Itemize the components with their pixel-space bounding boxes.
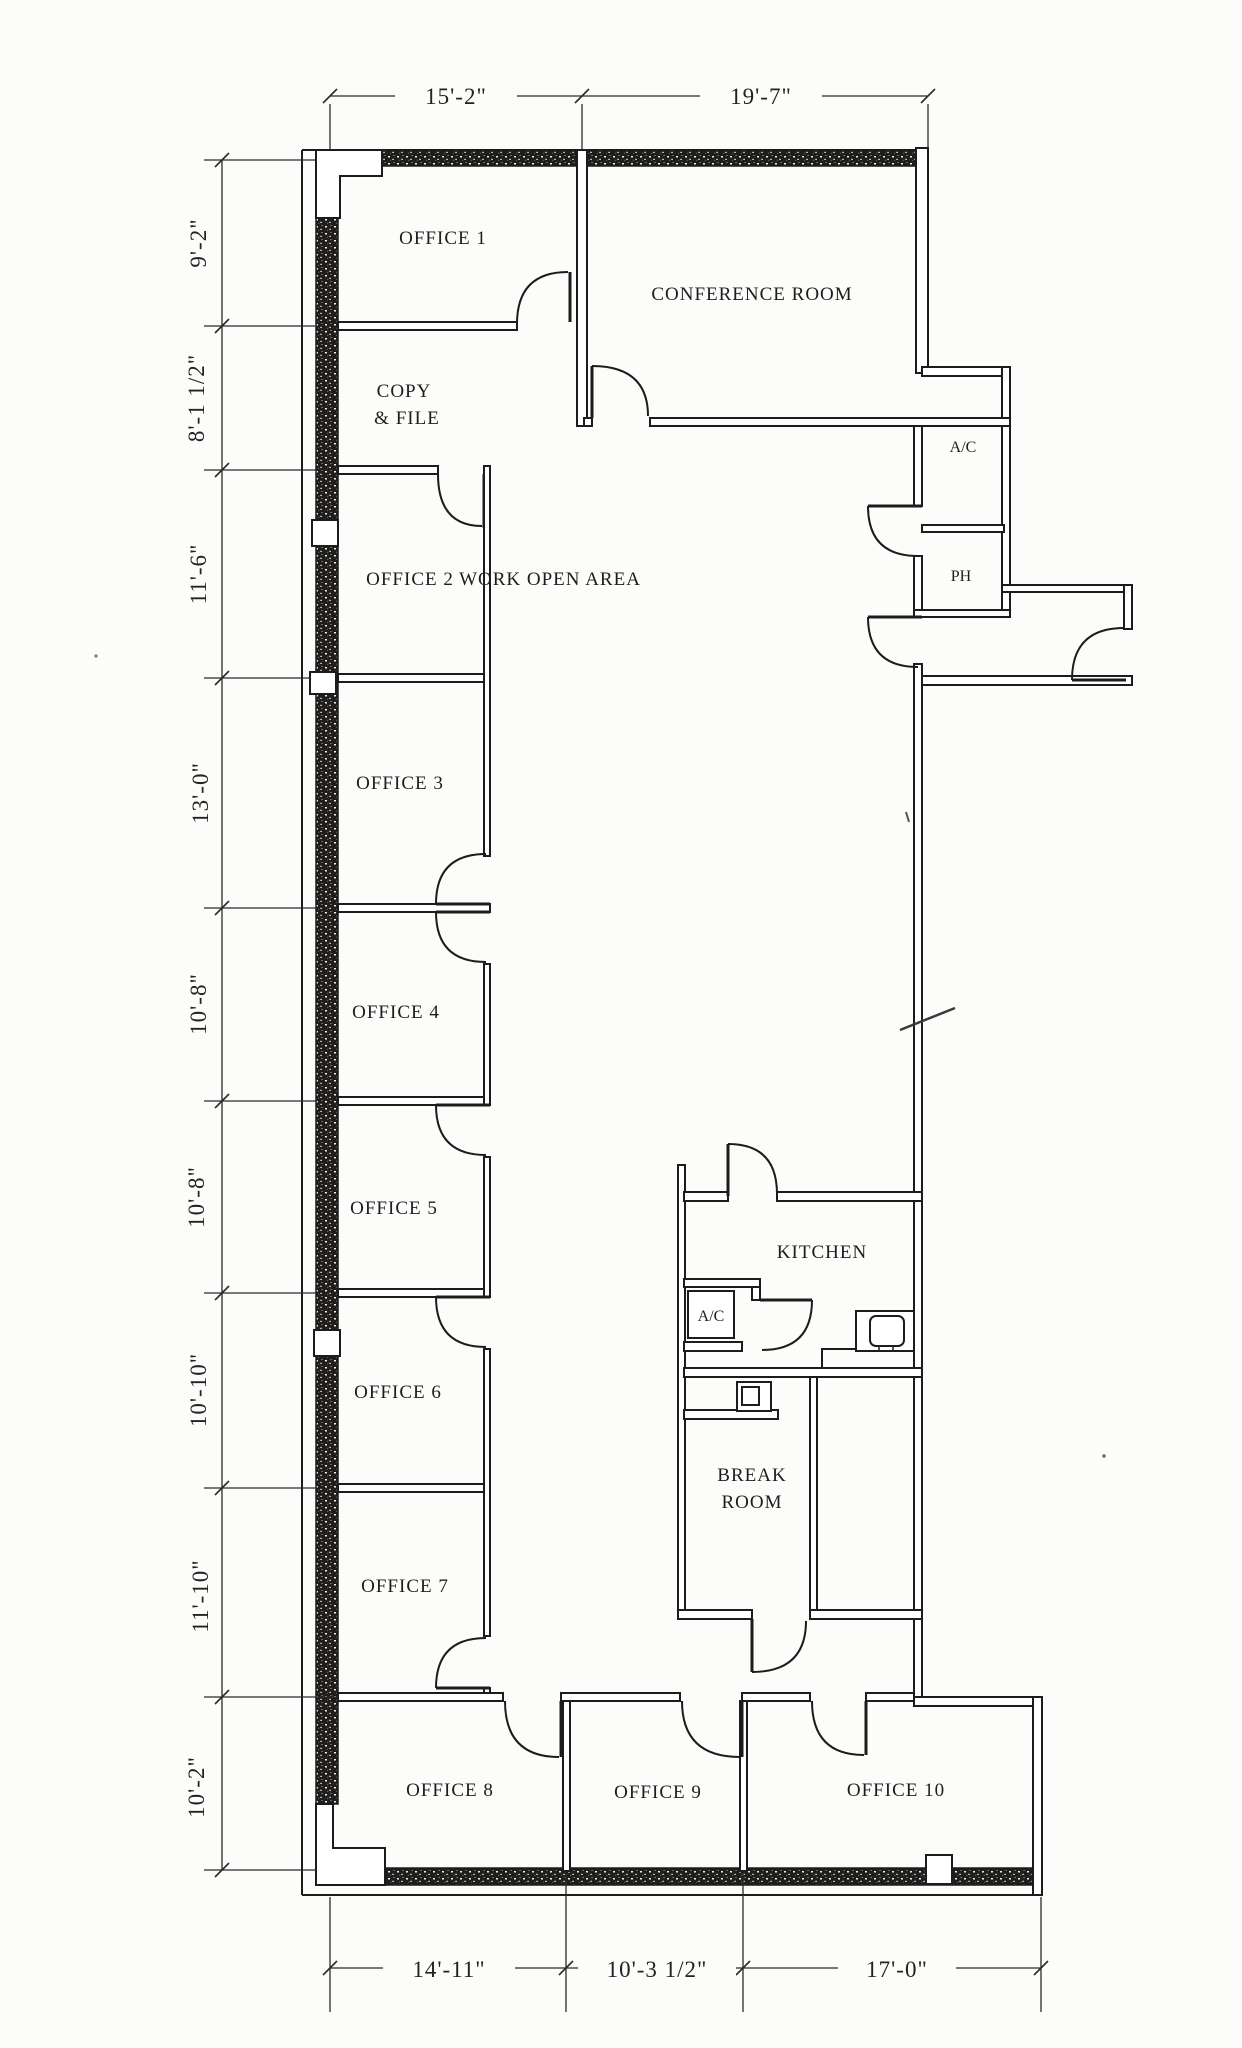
room-label-office10: OFFICE 10 (846, 1780, 946, 1801)
wall-vestibule-top (1002, 585, 1130, 592)
sink-icon (870, 1316, 904, 1346)
dim-label-bottom-2: 10'-3 1/2" (606, 1957, 708, 1982)
wall-bottom-row-top-d (866, 1693, 914, 1701)
wall-work-area-right (914, 664, 922, 1697)
wall-kitchen-ac-bottom (684, 1342, 742, 1351)
wall-office2-3-divider (338, 674, 490, 682)
wall-kitchen-ac-stub (752, 1287, 760, 1300)
room-label-office8: OFFICE 8 (406, 1780, 494, 1801)
room-label-office1: OFFICE 1 (399, 228, 487, 249)
room-label-office6: OFFICE 6 (354, 1382, 442, 1403)
door-arc-office6 (436, 1297, 486, 1347)
stray-mark (1102, 1454, 1106, 1458)
wall-kitchen-top-b (777, 1192, 922, 1201)
door-arc-conference (592, 366, 648, 416)
wall-offices-right-d (484, 1349, 490, 1636)
wall-office6-7-divider (338, 1484, 490, 1492)
wall-office10-top-right (914, 1697, 1042, 1706)
wall-break-bottom (678, 1610, 752, 1619)
wall-conference-bottom (650, 418, 1010, 426)
wall-office1-conference-divider (577, 150, 587, 426)
door-arc-office8 (505, 1701, 559, 1757)
closet-label-kitchen-ac: A/C (697, 1308, 725, 1325)
closet-label-ph: PH (950, 568, 972, 585)
wall-closet-left-lower (914, 556, 922, 616)
door-arc-closet (868, 506, 918, 556)
door-arc-office10 (812, 1701, 864, 1755)
wall-ph-bottom (914, 610, 1010, 617)
corner-column-bottom-left (316, 1804, 385, 1885)
dim-label-top-2: 19'-7" (730, 84, 792, 109)
wall-vestibule-right (1124, 585, 1132, 629)
room-label-office7: OFFICE 7 (361, 1576, 449, 1597)
stray-mark (906, 812, 909, 822)
room-label-copy-1: COPY (376, 381, 432, 402)
wall-bottom-row-top-a (338, 1693, 503, 1701)
door-arc-entry (1072, 628, 1124, 680)
door-arc-vestibule (868, 617, 918, 667)
door-arc-break (752, 1621, 806, 1672)
room-label-break-2: ROOM (721, 1492, 783, 1513)
wall-stub-conference (584, 418, 592, 426)
wall-copy-bottom (338, 466, 438, 474)
stray-mark (94, 654, 97, 657)
dim-label-left-4: 13'-0" (188, 762, 213, 824)
wall-kitchen-ac-top (684, 1279, 760, 1287)
door-arc-office9 (682, 1701, 740, 1757)
room-label-copy-2: & FILE (374, 408, 440, 429)
wall-office10-right (1033, 1697, 1042, 1895)
room-label-kitchen: KITCHEN (776, 1242, 868, 1263)
wall-bottom-row-top-b (561, 1693, 680, 1701)
wall-closet-left-upper (914, 426, 922, 506)
wall-bottom-row-top-c (742, 1693, 810, 1701)
wall-column (314, 1330, 340, 1356)
wall-break-right (810, 1377, 817, 1615)
wall-offices-right-a (484, 466, 490, 856)
door-arc-office3 (436, 854, 486, 904)
dim-label-left-6: 10'-8" (184, 1166, 209, 1228)
wall-ac-ph-divider (922, 525, 1004, 532)
wall-office1-bottom (338, 322, 517, 330)
room-label-break-1: BREAK (717, 1465, 787, 1486)
wall-kitchen-break-left (678, 1165, 685, 1618)
room-label-work-area: WORK OPEN AREA (459, 569, 641, 590)
room-label-office4: OFFICE 4 (352, 1002, 440, 1023)
room-label-office3: OFFICE 3 (356, 773, 444, 794)
wall-offices-right-c (484, 1157, 490, 1297)
dim-label-left-3: 11'-6" (186, 543, 211, 605)
door-arc-office2 (438, 474, 482, 526)
door-arc-kitchen-ac (762, 1300, 812, 1350)
room-label-office2: OFFICE 2 (366, 569, 454, 590)
counter-edge (822, 1349, 856, 1368)
wall-corridor-close (810, 1610, 922, 1619)
wall-outer-right-bump (1002, 367, 1010, 616)
closet-label-ac: A/C (949, 439, 977, 456)
dim-label-left-1: 9'-2" (186, 218, 211, 268)
room-label-office9: OFFICE 9 (614, 1782, 702, 1803)
wall-kitchen-bottom (684, 1368, 922, 1377)
corner-column-top-left (316, 150, 382, 218)
wall-kitchen-top-a (684, 1192, 728, 1201)
door-arc-office5 (436, 1105, 486, 1155)
wall-office8-9-divider (563, 1701, 570, 1871)
room-label-office5: OFFICE 5 (350, 1198, 438, 1219)
bottom-wall-column (926, 1855, 952, 1884)
room-label-conference: CONFERENCE ROOM (651, 284, 853, 305)
dim-label-left-9: 10'-2" (184, 1756, 209, 1818)
door-arc-kitchen (728, 1144, 777, 1194)
dim-label-bottom-3: 17'-0" (866, 1957, 928, 1982)
wall-column (312, 520, 338, 546)
dim-label-bottom-1: 14'-11" (412, 1957, 486, 1982)
wall-step-right (922, 367, 1010, 376)
exterior-wall-top-hatched (380, 150, 916, 166)
dim-label-left-2: 8'-1 1/2" (184, 353, 209, 443)
dim-label-left-8: 11'-10" (188, 1559, 213, 1633)
door-arc-office7 (436, 1638, 486, 1688)
dim-label-top-1: 15'-2" (425, 84, 487, 109)
dim-label-left-5: 10'-8" (186, 973, 211, 1035)
wall-column (310, 672, 336, 694)
microwave-door-icon (742, 1387, 759, 1405)
door-arc-office4 (436, 912, 486, 962)
door-arc-office1 (517, 272, 568, 324)
wall-offices-right-b (484, 964, 490, 1105)
dim-label-left-7: 10'-10" (186, 1352, 211, 1428)
wall-conference-right (916, 148, 928, 373)
stray-mark (900, 1008, 955, 1030)
exterior-wall-left-hatched (316, 216, 338, 1804)
